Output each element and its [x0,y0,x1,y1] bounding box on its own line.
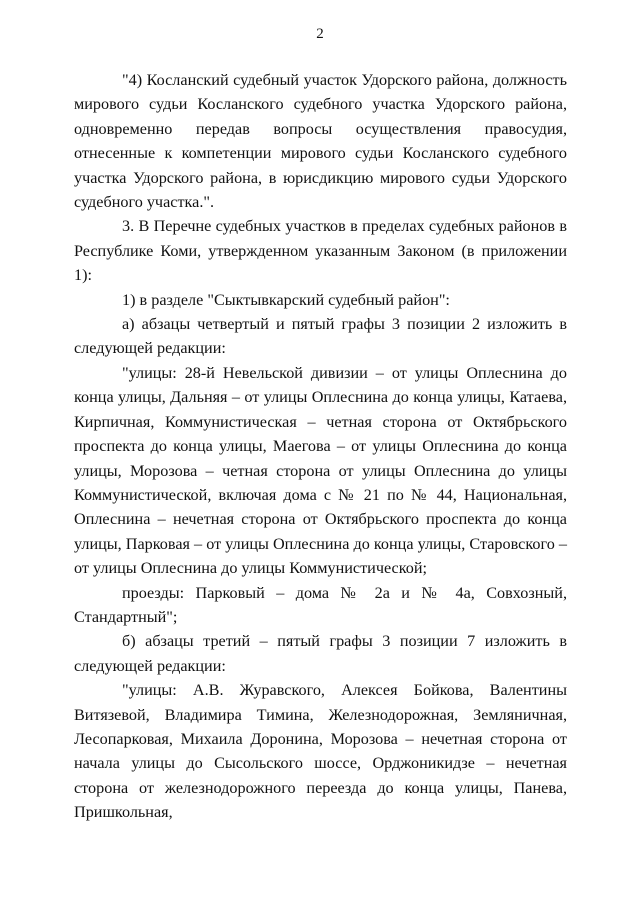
paragraph-subitem-b: б) абзацы третий – пятый графы 3 позиции 7 изложить в следующей редакции: [74,632,567,675]
paragraph-subitem-a: а) абзацы четвертый и пятый графы 3 позиции 2 изложить в следующей редакции: [74,315,567,358]
paragraph-koslan-district: "4) Косланский судебный участок Удорского района, должность мирового судьи Косланского судебного участка Удорского района, одновременно передав вопросы осуществления правосудия, отнесенные к компетенции мирового судьи Косланского судебного участка Удорского района, в юрисдикцию мирового судьи Удорского судебного участка.". [74,71,567,212]
document-body [74,68,567,825]
paragraph-subitem-1: 1) в разделе "Сыктывкарский судебный район": [122,290,450,309]
paragraph-streets-position-7: "улицы: А.В. Журавского, Алексея Бойкова, Валентины Витязевой, Владимира Тимина, Железнодорожная, Земляничная, Лесопарковая, Михаила Доронина, Морозова – нечетная сторона от начала улицы до Сысольского шоссе, Орджоникидзе – нечетная сторона от железнодорожного переезда до конца улицы, Панева, Пришкольная, [74,681,567,822]
paragraph-item-3: 3. В Перечне судебных участков в пределах судебных районов в Республике Коми, утвержденном указанным Законом (в приложении 1): [74,217,567,285]
paragraph-passages: проезды: Парковый – дома № 2а и № 4а, Совхозный, Стандартный"; [74,583,567,626]
page-number: 2 [316,26,324,42]
paragraph-streets-position-2: "улицы: 28-й Невельской дивизии – от улицы Оплеснина до конца улицы, Дальняя – от улицы Оплеснина до конца улицы, Катаева, Кирпичная, Коммунистическая – четная сторона от Октябрьского проспекта до конца улицы, Маегова – от улицы Оплеснина до конца улицы, Морозова – четная сторона от улицы Оплеснина до улицы Коммунистической, включая дома с № 21 по № 44, Национальная, Оплеснина – нечетная сторона от Октябрьского проспекта до конца улицы, Парковая – от улицы Оплеснина до конца улицы, Старовского – от улицы Оплеснина до улицы Коммунистической; [74,363,567,578]
